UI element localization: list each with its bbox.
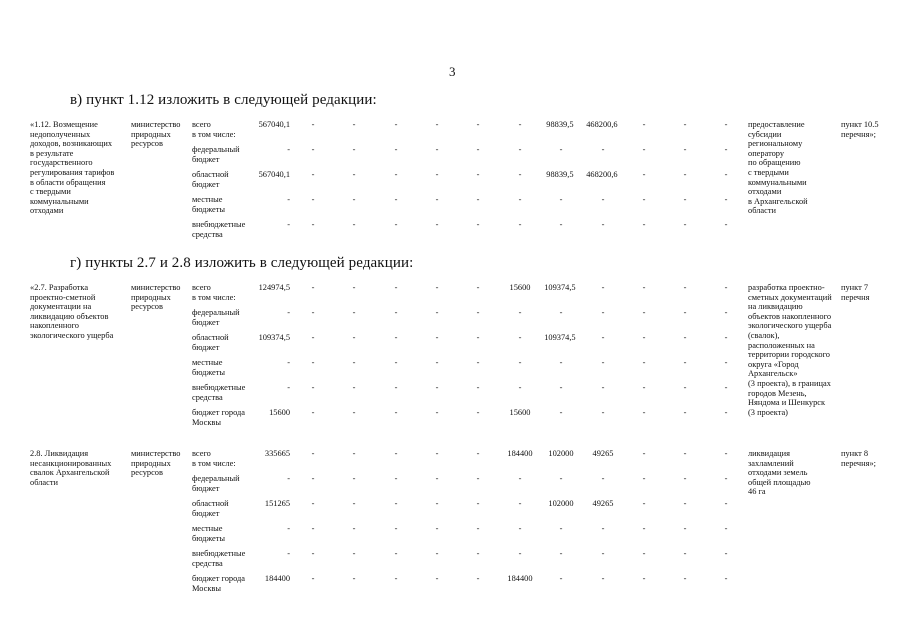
year-amount: - [559, 549, 563, 558]
year-amount: - [642, 195, 646, 204]
measure-name: «1.12. Возмещение недополученных доходов, возникающих в результате государственного регулирования тарифов в области обращения с твердыми коммунальными отходами [30, 120, 115, 216]
reference: пункт 7 перечня [841, 283, 870, 302]
year-amount: - [683, 449, 687, 458]
year-amount: 468200,6 [586, 120, 618, 129]
year-amount: - [394, 220, 398, 229]
year-amount: - [476, 120, 480, 129]
year-amount: - [394, 474, 398, 483]
year-amount: - [435, 549, 439, 558]
year-amount: - [476, 170, 480, 179]
year-amount: - [601, 333, 605, 342]
year-amount: - [311, 145, 315, 154]
expected-result: предоставление субсидии региональному оператору по обращению с твердыми коммунальными отходами в Архангельской области [748, 120, 808, 216]
year-amount: - [352, 195, 356, 204]
year-amount: - [724, 408, 728, 417]
year-amount: - [559, 383, 563, 392]
funding-source: бюджет города Москвы [192, 408, 246, 427]
year-amount: - [394, 408, 398, 417]
year-amount: - [435, 474, 439, 483]
year-amount: - [724, 170, 728, 179]
year-amount: - [518, 474, 522, 483]
year-amount: - [683, 195, 687, 204]
year-amount: - [394, 499, 398, 508]
year-amount: - [518, 549, 522, 558]
funding-source: местные бюджеты [192, 195, 226, 214]
year-amount: - [601, 283, 605, 292]
year-amount: - [683, 145, 687, 154]
year-amount: - [394, 574, 398, 583]
year-amount: - [394, 524, 398, 533]
year-amount: - [601, 549, 605, 558]
year-amount: 15600 [509, 408, 531, 417]
year-amount: 15600 [509, 283, 531, 292]
page-number: 3 [449, 64, 456, 79]
year-amount: - [394, 308, 398, 317]
year-amount: - [394, 145, 398, 154]
year-amount: - [435, 358, 439, 367]
expected-result: ликвидация захламлений отходами земель общей площадью 46 га [748, 449, 811, 497]
year-amount: - [476, 499, 480, 508]
year-amount: - [394, 195, 398, 204]
year-amount: 102000 [548, 499, 574, 508]
year-amount: - [724, 358, 728, 367]
year-amount: - [476, 145, 480, 154]
funding-source: федеральный бюджет [192, 474, 240, 493]
year-amount: - [476, 308, 480, 317]
year-amount: - [394, 358, 398, 367]
year-amount: - [724, 220, 728, 229]
year-amount: - [642, 408, 646, 417]
heading-section-g: г) пункты 2.7 и 2.8 изложить в следующей редакции: [70, 255, 414, 271]
year-amount: - [435, 408, 439, 417]
year-amount: - [394, 449, 398, 458]
year-amount: - [476, 408, 480, 417]
year-amount: - [352, 145, 356, 154]
year-amount: - [559, 524, 563, 533]
year-amount: - [476, 524, 480, 533]
reference: пункт 10.5 перечня»; [841, 120, 879, 139]
funding-source: внебюджетные средства [192, 549, 246, 568]
year-amount: - [683, 358, 687, 367]
total-amount: - [287, 195, 290, 204]
year-amount: - [311, 499, 315, 508]
funding-source: федеральный бюджет [192, 308, 240, 327]
funding-source: внебюджетные средства [192, 220, 246, 239]
heading-section-v: в) пункт 1.12 изложить в следующей редакции: [70, 92, 377, 108]
funding-source: бюджет города Москвы [192, 574, 246, 593]
year-amount: - [435, 170, 439, 179]
total-amount: - [287, 220, 290, 229]
year-amount: - [642, 474, 646, 483]
year-amount: - [642, 358, 646, 367]
expected-result: разработка проектно- сметных документаций на ликвидацию объектов накопленного экологического ущерба (свалок), расположенных на территории городского округа «Город Архангельск» (3 проекта), в границах городов Мезень, Няндома и Шенкурск (3 проекта) [748, 283, 832, 417]
measure-name: 2.8. Ликвидация несанкционированных свалок Архангельской области [30, 449, 112, 487]
year-amount: - [352, 499, 356, 508]
year-amount: - [724, 449, 728, 458]
year-amount: - [601, 474, 605, 483]
total-amount: - [287, 474, 290, 483]
year-amount: - [559, 145, 563, 154]
year-amount: - [435, 195, 439, 204]
year-amount: - [476, 220, 480, 229]
year-amount: - [724, 145, 728, 154]
year-amount: - [435, 220, 439, 229]
year-amount: - [724, 574, 728, 583]
year-amount: - [352, 574, 356, 583]
year-amount: - [352, 120, 356, 129]
total-amount: - [287, 358, 290, 367]
year-amount: - [352, 408, 356, 417]
year-amount: - [518, 383, 522, 392]
year-amount: - [476, 549, 480, 558]
year-amount: - [352, 449, 356, 458]
year-amount: - [311, 358, 315, 367]
year-amount: - [476, 449, 480, 458]
year-amount: - [352, 474, 356, 483]
year-amount: - [724, 499, 728, 508]
year-amount: - [352, 524, 356, 533]
year-amount: 109374,5 [544, 283, 576, 292]
year-amount: - [394, 120, 398, 129]
year-amount: - [435, 499, 439, 508]
funding-source: всего в том числе: [192, 283, 236, 302]
total-amount: 567040,1 [258, 170, 290, 179]
year-amount: - [724, 120, 728, 129]
year-amount: - [601, 308, 605, 317]
year-amount: - [724, 474, 728, 483]
year-amount: - [601, 195, 605, 204]
year-amount: - [559, 358, 563, 367]
year-amount: - [642, 283, 646, 292]
total-amount: - [287, 308, 290, 317]
year-amount: - [311, 574, 315, 583]
year-amount: - [476, 333, 480, 342]
executor: министерство природных ресурсов [131, 449, 181, 478]
year-amount: - [683, 549, 687, 558]
year-amount: - [311, 449, 315, 458]
year-amount: - [683, 383, 687, 392]
year-amount: - [683, 524, 687, 533]
year-amount: - [311, 333, 315, 342]
year-amount: - [435, 333, 439, 342]
year-amount: - [642, 333, 646, 342]
total-amount: 567040,1 [258, 120, 290, 129]
year-amount: - [518, 145, 522, 154]
year-amount: - [352, 308, 356, 317]
year-amount: 98839,5 [546, 120, 574, 129]
year-amount: - [518, 308, 522, 317]
year-amount: - [642, 449, 646, 458]
year-amount: - [642, 145, 646, 154]
year-amount: - [352, 220, 356, 229]
year-amount: - [311, 195, 315, 204]
year-amount: - [724, 524, 728, 533]
year-amount: - [642, 120, 646, 129]
funding-source: областной бюджет [192, 333, 229, 352]
year-amount: - [601, 383, 605, 392]
year-amount: - [683, 499, 687, 508]
year-amount: 49265 [592, 449, 614, 458]
year-amount: - [559, 308, 563, 317]
year-amount: - [601, 524, 605, 533]
reference: пункт 8 перечня»; [841, 449, 876, 468]
year-amount: - [352, 358, 356, 367]
measure-name: «2.7. Разработка проектно-сметной документации на ликвидацию объектов накопленного экологического ущерба [30, 283, 114, 340]
year-amount: - [601, 145, 605, 154]
funding-source: всего в том числе: [192, 120, 236, 139]
total-amount: - [287, 549, 290, 558]
year-amount: - [352, 283, 356, 292]
year-amount: - [642, 220, 646, 229]
year-amount: - [311, 474, 315, 483]
year-amount: - [518, 499, 522, 508]
year-amount: - [518, 170, 522, 179]
year-amount: - [394, 283, 398, 292]
year-amount: - [559, 574, 563, 583]
year-amount: - [683, 120, 687, 129]
year-amount: - [352, 383, 356, 392]
year-amount: - [518, 120, 522, 129]
year-amount: - [601, 574, 605, 583]
year-amount: - [601, 408, 605, 417]
year-amount: - [476, 195, 480, 204]
year-amount: - [724, 195, 728, 204]
year-amount: - [642, 499, 646, 508]
year-amount: - [435, 524, 439, 533]
year-amount: - [724, 549, 728, 558]
year-amount: - [683, 308, 687, 317]
year-amount: - [435, 308, 439, 317]
year-amount: - [642, 170, 646, 179]
year-amount: 49265 [592, 499, 614, 508]
total-amount: 151265 [264, 499, 290, 508]
year-amount: - [435, 449, 439, 458]
total-amount: 184400 [264, 574, 290, 583]
year-amount: - [724, 308, 728, 317]
executor: министерство природных ресурсов [131, 120, 181, 149]
year-amount: - [476, 283, 480, 292]
total-amount: 124974,5 [258, 283, 290, 292]
year-amount: - [518, 195, 522, 204]
year-amount: - [683, 283, 687, 292]
year-amount: - [601, 220, 605, 229]
year-amount: - [683, 574, 687, 583]
total-amount: 15600 [269, 408, 290, 417]
executor: министерство природных ресурсов [131, 283, 181, 312]
year-amount: - [311, 170, 315, 179]
year-amount: - [601, 358, 605, 367]
year-amount: - [559, 220, 563, 229]
year-amount: - [518, 358, 522, 367]
year-amount: 98839,5 [546, 170, 574, 179]
year-amount: - [518, 333, 522, 342]
year-amount: - [352, 170, 356, 179]
total-amount: - [287, 145, 290, 154]
year-amount: - [352, 333, 356, 342]
year-amount: - [724, 333, 728, 342]
year-amount: 109374,5 [544, 333, 576, 342]
funding-source: местные бюджеты [192, 524, 226, 543]
year-amount: - [435, 383, 439, 392]
total-amount: 335665 [264, 449, 290, 458]
year-amount: - [394, 333, 398, 342]
year-amount: - [559, 474, 563, 483]
year-amount: - [311, 524, 315, 533]
year-amount: - [642, 574, 646, 583]
year-amount: - [394, 170, 398, 179]
year-amount: - [476, 383, 480, 392]
year-amount: - [642, 524, 646, 533]
year-amount: - [476, 474, 480, 483]
year-amount: - [683, 474, 687, 483]
year-amount: - [394, 383, 398, 392]
year-amount: - [311, 283, 315, 292]
year-amount: 102000 [548, 449, 574, 458]
funding-source: всего в том числе: [192, 449, 236, 468]
year-amount: - [642, 549, 646, 558]
year-amount: 184400 [507, 574, 533, 583]
year-amount: - [311, 549, 315, 558]
year-amount: - [311, 408, 315, 417]
year-amount: - [724, 383, 728, 392]
year-amount: - [476, 358, 480, 367]
year-amount: - [683, 220, 687, 229]
year-amount: - [476, 574, 480, 583]
funding-source: областной бюджет [192, 170, 229, 189]
funding-source: областной бюджет [192, 499, 229, 518]
total-amount: - [287, 383, 290, 392]
year-amount: - [435, 283, 439, 292]
funding-source: внебюджетные средства [192, 383, 246, 402]
year-amount: - [724, 283, 728, 292]
total-amount: 109374,5 [258, 333, 290, 342]
year-amount: - [311, 120, 315, 129]
year-amount: - [642, 383, 646, 392]
year-amount: - [683, 408, 687, 417]
year-amount: - [518, 524, 522, 533]
year-amount: - [518, 220, 522, 229]
year-amount: - [435, 145, 439, 154]
funding-source: местные бюджеты [192, 358, 226, 377]
year-amount: - [394, 549, 398, 558]
year-amount: - [435, 120, 439, 129]
year-amount: - [352, 549, 356, 558]
year-amount: - [559, 195, 563, 204]
year-amount: - [683, 333, 687, 342]
year-amount: - [559, 408, 563, 417]
funding-source: федеральный бюджет [192, 145, 240, 164]
total-amount: - [287, 524, 290, 533]
year-amount: - [683, 170, 687, 179]
year-amount: - [311, 220, 315, 229]
year-amount: - [311, 308, 315, 317]
year-amount: - [311, 383, 315, 392]
year-amount: 184400 [507, 449, 533, 458]
year-amount: 468200,6 [586, 170, 618, 179]
year-amount: - [642, 308, 646, 317]
year-amount: - [435, 574, 439, 583]
